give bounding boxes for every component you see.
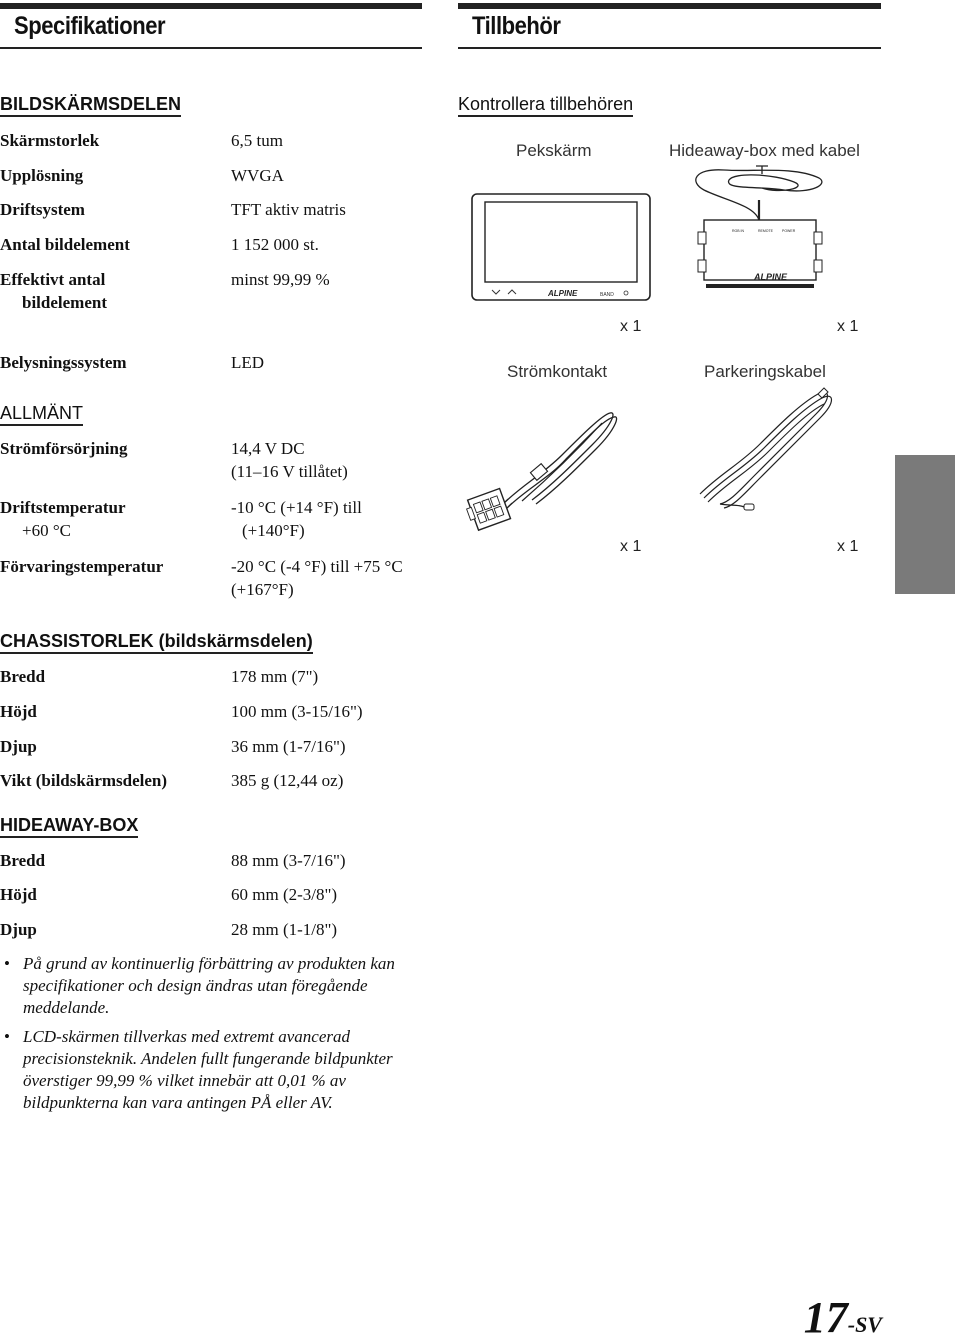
left-header-bar xyxy=(0,3,422,9)
screen-brand-logo: ALPINE xyxy=(548,289,578,298)
spec-label: Höjd xyxy=(0,702,37,721)
note-text: På grund av kontinuerlig förbättring av produkten kan specifikationer och design ändras utan föregående meddelande. xyxy=(23,954,395,1017)
spec-value: LED xyxy=(231,353,265,372)
spec-value: WVGA xyxy=(231,166,284,185)
spec-label: Strömförsörjning xyxy=(0,439,128,458)
page-number-main: 17 xyxy=(803,1293,848,1342)
section-heading-hideaway: HIDEAWAY-BOX xyxy=(0,815,138,838)
note-item xyxy=(4,953,434,1019)
spec-label: Driftstemperatur xyxy=(0,498,126,517)
spec-value: 6,5 tum xyxy=(231,131,283,150)
spec-value: -10 °C (+14 °F) till xyxy=(231,498,362,517)
quantity-hideaway-box: x 1 xyxy=(837,318,859,335)
bullet-icon: • xyxy=(4,954,10,973)
accessory-name-touchscreen: Pekskärm xyxy=(516,141,592,160)
page-number xyxy=(804,1292,882,1343)
spec-value: 178 mm (7") xyxy=(231,667,319,686)
section-heading-display: BILDSKÄRMSDELEN xyxy=(0,94,181,117)
spec-value: 28 mm (1-1/8") xyxy=(231,920,338,939)
spec-label: Bredd xyxy=(0,851,46,870)
page-title-accessories: Tillbehör xyxy=(472,12,561,40)
spec-value-cont: (11–16 V tillåtet) xyxy=(231,462,348,481)
spec-label: Djup xyxy=(0,737,37,756)
page-number-suffix: -SV xyxy=(847,1312,882,1337)
spec-label: Skärmstorlek xyxy=(0,131,100,150)
spec-value: 60 mm (2-3/8") xyxy=(231,885,338,904)
spec-value: 385 g (12,44 oz) xyxy=(231,771,344,790)
hideaway-box-illustration xyxy=(684,160,832,295)
section-heading-chassis: CHASSISTORLEK (bildskärmsdelen) xyxy=(0,631,313,654)
spec-value-cont: (+167°F) xyxy=(231,580,294,599)
accessory-name-parking-cable: Parkeringskabel xyxy=(704,362,826,381)
spec-value: 100 mm (3-15/16") xyxy=(231,702,363,721)
spec-value: -20 °C (-4 °F) till +75 °C xyxy=(231,557,403,576)
spec-label: Driftsystem xyxy=(0,200,85,219)
port-label: REMOTE xyxy=(758,229,773,233)
note-text: LCD-skärmen tillverkas med extremt avancerad precisionsteknik. Andelen fullt fungerande bildpunkter överstiger 99,99 % vilket innebär att 0,01 % av bildpunkterna kan vara antingen PÅ eller AV. xyxy=(23,1027,393,1112)
spec-label-cont: +60 °C xyxy=(22,521,71,540)
quantity-touchscreen: x 1 xyxy=(620,318,642,335)
quantity-parking-cable: x 1 xyxy=(837,538,859,555)
spec-value: 88 mm (3-7/16") xyxy=(231,851,346,870)
spec-label: Förvaringstemperatur xyxy=(0,557,164,576)
spec-value-cont: (+140°F) xyxy=(242,521,305,540)
parking-cable-illustration xyxy=(690,384,840,524)
spec-label: Höjd xyxy=(0,885,37,904)
side-thumb-tab xyxy=(895,455,955,594)
spec-value: 36 mm (1-7/16") xyxy=(231,737,346,756)
accessory-name-power-connector: Strömkontakt xyxy=(507,362,608,381)
screen-band-button: BAND xyxy=(600,292,614,298)
right-header-bar xyxy=(458,3,881,9)
note-item xyxy=(4,1026,434,1114)
spec-label-cont: bildelement xyxy=(22,293,107,312)
spec-label: Bredd xyxy=(0,667,46,686)
spec-label: Antal bildelement xyxy=(0,235,130,254)
spec-label: Djup xyxy=(0,920,37,939)
section-heading-check-accessories: Kontrollera tillbehören xyxy=(458,94,633,117)
spec-value: 1 152 000 st. xyxy=(231,235,319,254)
left-header-rule xyxy=(0,47,422,49)
accessory-name-hideaway-box: Hideaway-box med kabel xyxy=(669,141,860,160)
power-connector-illustration xyxy=(462,405,622,535)
bullet-icon: • xyxy=(4,1027,10,1046)
touchscreen-illustration xyxy=(470,192,652,304)
spec-value: minst 99,99 % xyxy=(231,270,330,289)
spec-label: Effektivt antal xyxy=(0,270,106,289)
spec-value: TFT aktiv matris xyxy=(231,200,346,219)
spec-value: 14,4 V DC xyxy=(231,439,305,458)
page-title-specifications: Specifikationer xyxy=(14,12,166,40)
spec-label: Upplösning xyxy=(0,166,84,185)
box-brand-logo: ALPINE xyxy=(754,272,788,282)
spec-label: Vikt (bildskärmsdelen) xyxy=(0,771,168,790)
right-header-rule xyxy=(458,47,881,49)
section-heading-general: ALLMÄNT xyxy=(0,403,83,426)
quantity-power-connector: x 1 xyxy=(620,538,642,555)
spec-label: Belysningssystem xyxy=(0,353,127,372)
port-label: RGB IN xyxy=(732,229,745,233)
port-label: POWER xyxy=(782,229,796,233)
